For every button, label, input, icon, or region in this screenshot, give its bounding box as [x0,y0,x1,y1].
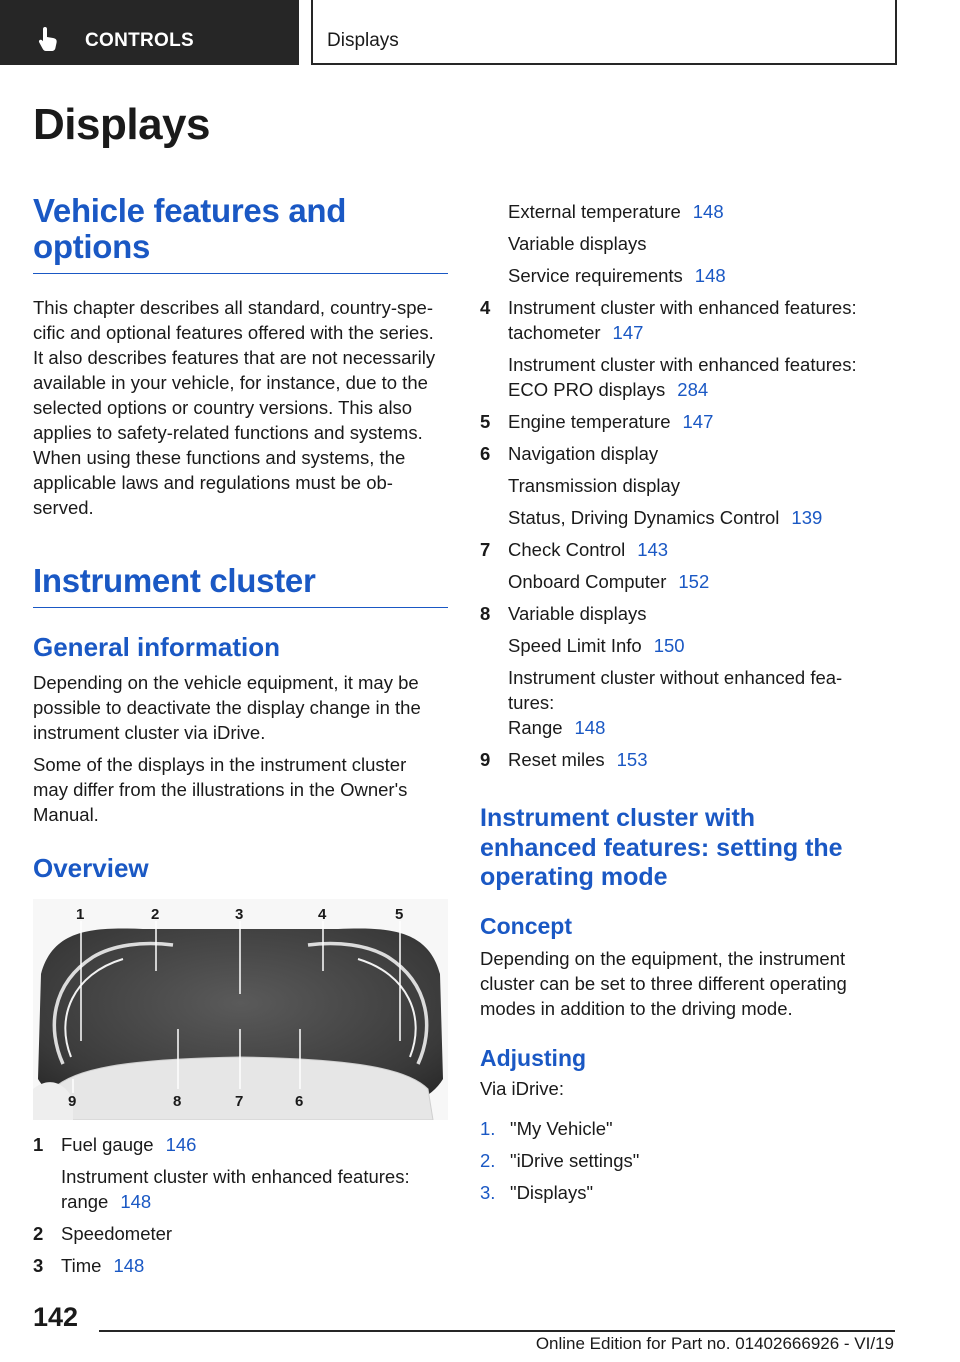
legend-number: 5 [480,411,491,432]
text-line: served. [33,497,94,518]
page-reference-link[interactable]: 284 [677,379,709,400]
legend-line [508,352,885,377]
legend-text: ECO PRO displays [508,379,666,400]
legend-item-5 [480,409,885,434]
instrument-cluster-heading: Instrument cluster [33,563,448,608]
text-line: possible to deactivate the display change in the [33,697,421,718]
text-line: Depending on the vehicle equipment, it may be [33,672,419,693]
callout-6: 6 [295,1093,304,1110]
step-item [480,1180,885,1205]
callout-9: 9 [68,1093,77,1110]
legend-item-2 [33,1221,448,1246]
legend-item-3 [33,1253,448,1278]
heading-line: operating mode [480,863,668,891]
step-line [510,1116,885,1141]
page-reference-link[interactable]: 147 [682,411,714,432]
legend-line [61,1164,448,1189]
page-reference-link[interactable]: 148 [694,265,726,286]
overview-heading: Overview [33,853,149,883]
legend-number: 9 [480,749,491,770]
text-line: Depending on the equipment, the instrument [480,947,846,969]
step-item [480,1148,885,1173]
heading-line: options [33,228,151,265]
text-line: cluster can be set to three different operating [480,972,847,994]
page-reference-link[interactable]: 148 [120,1191,152,1212]
legend-line [508,537,885,562]
legend-text: Service requirements [508,265,683,286]
text-line: available in your vehicle, for instance, due to the [33,372,428,393]
edition-note: Online Edition for Part no. 01402666926 - VI/19 [535,1334,894,1353]
page-title: Displays [33,100,210,149]
chapter-tab[interactable] [0,0,299,65]
adjusting-steps [480,1116,885,1205]
text-line: This chapter describes all standard, country-spe- [33,297,433,318]
legend-line [508,231,885,256]
legend-list-left [33,1132,448,1278]
legend-line [508,295,885,320]
legend-text: Check Control [508,539,626,560]
text-line: It also describes features that are not necessarily [33,347,436,368]
callout-1: 1 [76,906,85,923]
concept-text [480,946,885,1021]
right-column [480,199,885,1212]
legend-text: Reset miles [508,749,605,770]
legend-item-9 [480,747,885,772]
text-line: instrument cluster via iDrive. [33,722,266,743]
legend-text: Variable displays [508,603,647,624]
legend-line [508,199,885,224]
legend-number: 7 [480,539,491,560]
left-column [33,193,448,1285]
legend-item-8 [480,601,885,740]
instrument-cluster-illustration [33,899,448,1120]
text-line: may differ from the illustrations in the Owner's [33,779,408,800]
footer-divider [99,1330,895,1332]
step-number: 3. [480,1181,496,1203]
legend-text: Transmission display [508,475,681,496]
legend-text: Engine temperature [508,411,671,432]
legend-item-6 [480,441,885,530]
legend-item-1 [33,1132,448,1214]
legend-item-4 [480,295,885,402]
general-information-text [33,670,448,745]
page-number: 142 [33,1302,79,1332]
legend-line [508,690,885,715]
heading-line: enhanced features: setting the [480,833,843,862]
legend-line [508,473,885,498]
legend-text: Instrument cluster with enhanced features: [508,297,857,318]
heading-line: Vehicle features and [33,192,347,229]
operating-mode-heading [480,804,885,893]
legend-number: 1 [33,1134,44,1155]
legend-text: Instrument cluster without enhanced fea- [508,667,843,688]
legend-line [508,441,885,466]
step-line [510,1180,885,1205]
legend-text: Onboard Computer [508,571,667,592]
hand-pointer-icon [38,26,60,52]
legend-text: tures: [508,692,555,713]
legend-text: Variable displays [508,233,647,254]
legend-line [508,377,885,402]
general-information-text-2 [33,752,448,827]
legend-item-3-continued [480,199,885,288]
legend-line [61,1253,448,1278]
legend-text: tachometer [508,322,601,343]
vehicle-features-heading [33,193,448,274]
legend-line [61,1132,448,1157]
step-line [510,1148,885,1173]
step-item [480,1116,885,1141]
legend-text: Speedometer [61,1223,173,1244]
legend-text: Instrument cluster with enhanced features: [61,1166,410,1187]
callout-4: 4 [318,906,327,923]
legend-text: Navigation display [508,443,659,464]
callout-5: 5 [395,906,404,923]
legend-text: Status, Driving Dynamics Control [508,507,780,528]
page-reference-link[interactable]: 143 [637,539,669,560]
legend-number: 2 [33,1223,44,1244]
step-number: 2. [480,1149,496,1171]
legend-number: 8 [480,603,491,624]
legend-text: Instrument cluster with enhanced features: [508,354,857,375]
legend-line [508,747,885,772]
callout-7: 7 [235,1093,244,1110]
legend-line [508,601,885,626]
page-reference-link[interactable]: 139 [791,507,823,528]
section-label: Displays [327,30,399,51]
legend-text: Time [61,1255,102,1276]
legend-line [508,569,885,594]
legend-number: 6 [480,443,491,464]
vehicle-features-text [33,295,448,520]
legend-list-right [480,199,885,772]
legend-line [61,1221,448,1246]
legend-item-7 [480,537,885,594]
page-reference-link[interactable]: 148 [574,717,606,738]
text-line: When using these functions and systems, the [33,447,406,468]
legend-number: 4 [480,297,491,318]
legend-line [508,505,885,530]
legend-text: Speed Limit Info [508,635,642,656]
text-line: applies to safety-related functions and systems. [33,422,423,443]
callout-3: 3 [235,906,244,923]
text-line: cific and optional features offered with the series. [33,322,434,343]
text-line: modes in addition to the driving mode. [480,997,793,1019]
section-tab [311,0,897,65]
legend-line [508,633,885,658]
step-text: "iDrive settings" [510,1149,640,1171]
heading-line: Instrument cluster with [480,804,756,832]
legend-line [508,715,885,740]
text-line: Manual. [33,804,99,825]
text-line: selected options or country versions. This also [33,397,413,418]
legend-line [508,263,885,288]
legend-line [508,665,885,690]
legend-line [508,320,885,345]
adjusting-heading: Adjusting [480,1044,587,1071]
page-header [0,0,960,66]
page-reference-link[interactable]: 152 [678,571,710,592]
legend-text: External temperature [508,201,681,222]
legend-text: range [61,1191,109,1212]
page-reference-link[interactable]: 150 [653,635,685,656]
legend-number: 3 [33,1255,44,1276]
adjusting-intro: Via iDrive: [480,1077,564,1099]
text-line: applicable laws and regulations must be ob- [33,472,393,493]
step-number: 1. [480,1117,496,1139]
step-text: "My Vehicle" [510,1117,613,1139]
page-reference-link[interactable]: 153 [616,749,648,770]
page-reference-link[interactable]: 146 [165,1134,197,1155]
legend-line [61,1189,448,1214]
legend-text: Fuel gauge [61,1134,154,1155]
page-reference-link[interactable]: 148 [113,1255,145,1276]
concept-heading: Concept [480,912,572,939]
callout-2: 2 [151,906,160,923]
page-reference-link[interactable]: 147 [612,322,644,343]
legend-line [508,409,885,434]
page-reference-link[interactable]: 148 [692,201,724,222]
legend-text: Range [508,717,563,738]
callout-8: 8 [173,1093,182,1110]
chapter-label: CONTROLS [85,30,195,51]
general-information-heading: General information [33,632,281,662]
text-line: Some of the displays in the instrument cluster [33,754,407,775]
step-text: "Displays" [510,1181,594,1203]
